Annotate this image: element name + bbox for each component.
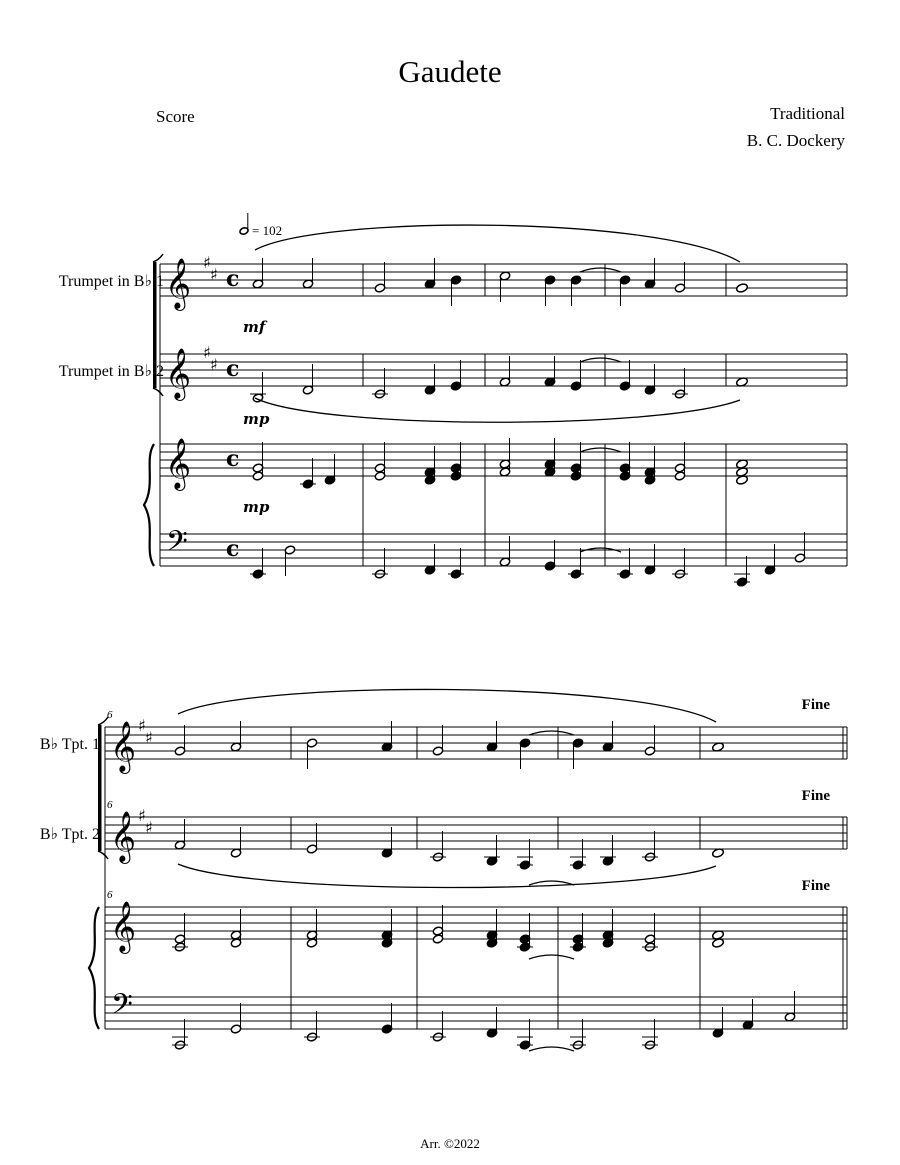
notes <box>172 213 806 1050</box>
measure-number: 6 <box>107 889 113 901</box>
barlines <box>105 264 847 1029</box>
common-time-icon: c <box>226 266 240 292</box>
bracket-hook <box>153 254 163 262</box>
fine-marking: Fine <box>801 788 830 804</box>
treble-clef-icon: 𝄞 <box>165 258 192 309</box>
piano-brace <box>89 907 99 1029</box>
measure-number: 6 <box>107 709 113 721</box>
instrument-label-trumpet-2: Trumpet in B♭ 2 <box>58 363 164 380</box>
measure-number: 6 <box>107 799 113 811</box>
staff-lines <box>105 264 847 1029</box>
phrase-slur <box>178 689 716 722</box>
treble-clef-icon: 𝄞 <box>110 901 137 952</box>
score-label: Score <box>156 107 195 126</box>
sharp-icon: ♯ <box>210 355 218 374</box>
fine-marking: Fine <box>801 697 830 713</box>
sharp-icon: ♯ <box>203 343 211 362</box>
composer-credit: Traditional <box>770 104 845 123</box>
sharp-icon: ♯ <box>203 253 211 272</box>
treble-clef-icon: 𝄞 <box>165 348 192 399</box>
copyright-footer: Arr. ©2022 <box>420 1136 480 1151</box>
tempo-marking: = 102 <box>252 223 283 238</box>
tie <box>580 448 621 452</box>
dynamic-marking: mp <box>243 498 270 516</box>
dynamic-marking: mf <box>243 318 266 336</box>
arranger-credit: B. C. Dockery <box>746 131 845 150</box>
fine-marking: Fine <box>801 878 830 894</box>
tie <box>529 1047 574 1051</box>
common-time-icon: c <box>226 356 240 382</box>
common-time-icon: c <box>226 536 240 562</box>
treble-clef-icon: 𝄞 <box>110 811 137 862</box>
treble-clef-icon: 𝄞 <box>165 438 192 489</box>
bass-clef-icon: 𝄢 <box>166 525 188 565</box>
phrase-slur <box>178 864 716 888</box>
tie <box>529 955 574 959</box>
sharp-icon: ♯ <box>138 716 146 735</box>
piano-brace <box>144 444 154 566</box>
slurs <box>178 225 740 1051</box>
tie <box>580 268 621 272</box>
phrase-slur <box>255 225 740 262</box>
dynamic-marking: mp <box>243 410 270 428</box>
tie <box>529 731 574 735</box>
instrument-label-trumpet-1: Trumpet in B♭ 1 <box>58 273 164 290</box>
sharp-icon: ♯ <box>145 818 153 837</box>
instrument-label-trumpet-2-short: B♭ Tpt. 2 <box>39 826 100 843</box>
common-time-icon: c <box>226 446 240 472</box>
phrase-slur <box>255 398 740 422</box>
bracket-hook <box>98 851 108 859</box>
treble-clef-icon: 𝄞 <box>110 721 137 772</box>
sharp-icon: ♯ <box>138 806 146 825</box>
instrument-label-trumpet-1-short: B♭ Tpt. 1 <box>39 736 100 753</box>
bass-clef-icon: 𝄢 <box>111 988 133 1028</box>
tie <box>580 358 621 362</box>
sharp-icon: ♯ <box>145 728 153 747</box>
bracket-hook <box>153 388 163 396</box>
sharp-icon: ♯ <box>210 265 218 284</box>
note-head <box>736 283 749 294</box>
score-title: Gaudete <box>398 54 502 89</box>
